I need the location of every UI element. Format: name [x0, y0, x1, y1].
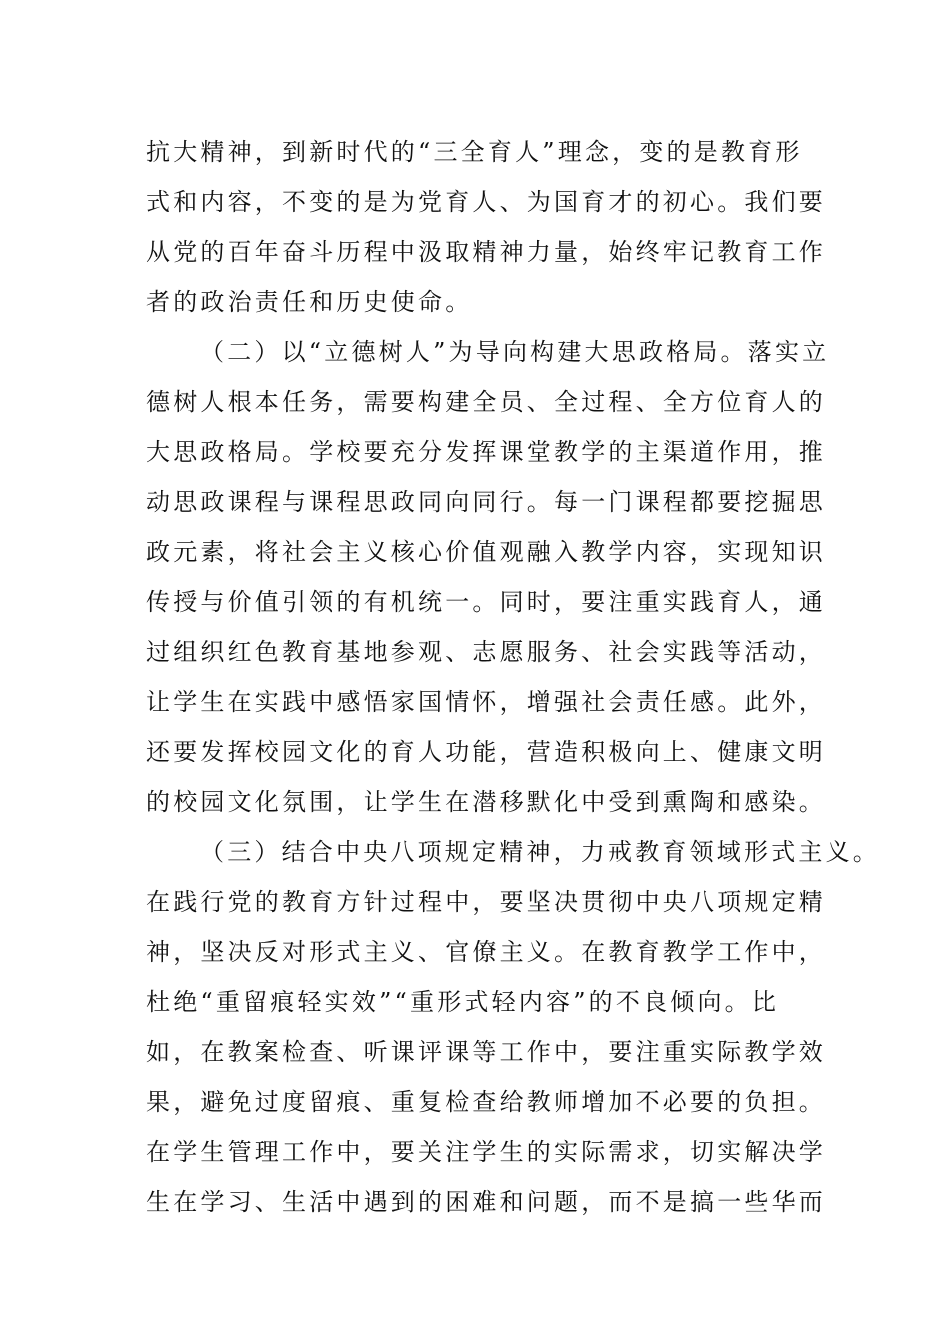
paragraph-line: 在学生管理工作中，要关注学生的实际需求，切实解决学	[146, 1138, 826, 1166]
paragraph-line: 大思政格局。学校要充分发挥课堂教学的主渠道作用，推	[146, 438, 826, 466]
paragraph-first-line: （三）结合中央八项规定精神，力戒教育领域形式主义。	[200, 838, 880, 866]
paragraph-first-line: （二）以“立德树人”为导向构建大思政格局。落实立	[200, 338, 830, 366]
paragraph-line: 政元素，将社会主义核心价值观融入教学内容，实现知识	[146, 538, 826, 566]
paragraph-line: 让学生在实践中感悟家国情怀，增强社会责任感。此外，	[146, 688, 826, 716]
paragraph-line: 在践行党的教育方针过程中，要坚决贯彻中央八项规定精	[146, 888, 826, 916]
paragraph-line: 从党的百年奋斗历程中汲取精神力量，始终牢记教育工作	[146, 238, 826, 266]
paragraph-line: 果，避免过度留痕、重复检查给教师增加不必要的负担。	[146, 1088, 826, 1116]
paragraph-first-line: 抗大精神，到新时代的“三全育人”理念，变的是教育形	[146, 138, 803, 166]
paragraph-line: 者的政治责任和历史使命。	[146, 288, 473, 316]
paragraph-line: 还要发挥校园文化的育人功能，营造积极向上、健康文明	[146, 738, 826, 766]
paragraph-line: 如，在教案检查、听课评课等工作中，要注重实际教学效	[146, 1038, 826, 1066]
paragraph-line: 杜绝“重留痕轻实效”“重形式轻内容”的不良倾向。比	[146, 988, 780, 1016]
paragraph-line: 动思政课程与课程思政同向同行。每一门课程都要挖掘思	[146, 488, 826, 516]
paragraph-line: 的校园文化氛围，让学生在潜移默化中受到熏陶和感染。	[146, 788, 826, 816]
paragraph-line: 德树人根本任务，需要构建全员、全过程、全方位育人的	[146, 388, 826, 416]
paragraph-line: 神，坚决反对形式主义、官僚主义。在教育教学工作中，	[146, 938, 826, 966]
paragraph-line: 式和内容，不变的是为党育人、为国育才的初心。我们要	[146, 188, 826, 216]
paragraph-line: 传授与价值引领的有机统一。同时，要注重实践育人，通	[146, 588, 826, 616]
paragraph-line: 过组织红色教育基地参观、志愿服务、社会实践等活动，	[146, 638, 826, 666]
paragraph-line: 生在学习、生活中遇到的困难和问题，而不是搞一些华而	[146, 1188, 826, 1216]
